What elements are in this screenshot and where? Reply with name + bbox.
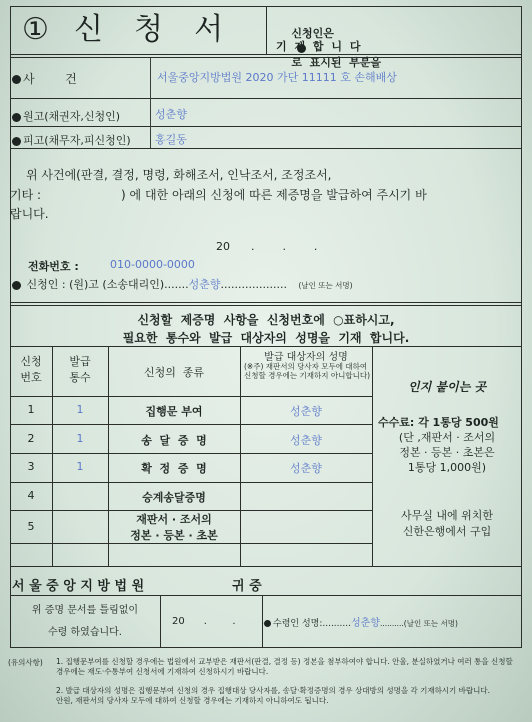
header-count: 발급 통수	[69, 355, 91, 384]
note-1: 1. 집행문부여를 신청할 경우에는 법원에서 교부받은 재판서(판결, 결정 등) 정본을 첨부하여야 합니다. 안울, 분실하였거나 여러 통을 신청할 경우에는 재도·수통부여 신청서에 기재하여 신청하시기 바랍니다.	[56, 657, 513, 676]
row-1-count[interactable]: 1	[76, 403, 84, 416]
col-line-kind	[240, 346, 241, 566]
defendant-divider	[150, 126, 151, 148]
receipt-top	[10, 595, 522, 596]
required-dot-icon	[12, 137, 21, 146]
row-2-no[interactable]: 2	[27, 432, 35, 445]
row-3-count[interactable]: 1	[76, 460, 84, 473]
section-line-2	[10, 305, 522, 306]
row-line	[10, 543, 372, 544]
row-2-target[interactable]: 성춘향	[290, 434, 322, 447]
row-5-no[interactable]: 5	[27, 520, 35, 533]
defendant-label: 피고(채무자,피신청인)	[12, 132, 131, 148]
request-date[interactable]: 20 . . .	[216, 240, 318, 253]
header-kind: 신청의 종류	[143, 366, 205, 379]
row-line	[10, 482, 372, 483]
body-line2: 기타 : ) 에 대한 아래의 신청에 따른 제증명을 발급하여 주시기 바	[10, 188, 427, 202]
row-4-kind: 승계송달증명	[142, 491, 206, 504]
plaintiff-divider	[150, 98, 151, 126]
frame-right	[521, 6, 522, 596]
defendant-value[interactable]: 홍길동	[155, 133, 187, 146]
instruction-line1: 신청할 제증명 사항을 신청번호에 ○표하시고,	[137, 313, 395, 327]
case-value[interactable]: 서울중앙지방법원 2020 가단 11111 호 손해배상	[157, 71, 397, 84]
circled-number: ①	[22, 12, 49, 47]
row-2-kind: 송 달 증 명	[141, 434, 207, 447]
row-line	[10, 424, 372, 425]
row-line	[10, 148, 522, 149]
court-name: 서 울 중 앙 지 방 법 원	[12, 579, 145, 594]
receipt-right	[521, 595, 522, 647]
receipt-bottom	[10, 647, 522, 648]
page-title: 신 청 서	[74, 12, 228, 47]
receiver-name[interactable]: 성춘향	[350, 618, 380, 629]
row-3-no[interactable]: 3	[27, 460, 35, 473]
receipt-text: 위 증명 문서를 틀림없이 수령 하였습니다.	[31, 605, 139, 638]
court-suffix: 귀 중	[232, 579, 262, 594]
instruction-line2: 필요한 통수와 발급 대상자의 성명을 기재 합니다.	[122, 331, 410, 345]
row-4-no[interactable]: 4	[27, 489, 35, 502]
row-3-kind: 확 정 증 명	[141, 462, 207, 475]
header-note-line2: 기 재 합 니 다	[276, 40, 363, 53]
header-no: 신청 번호	[20, 355, 42, 384]
frame-left	[10, 6, 11, 596]
row-line	[10, 453, 372, 454]
case-label: 사 건	[12, 70, 77, 87]
phone-value[interactable]: 010-0000-0000	[110, 258, 195, 271]
phone-label: 전화번호 :	[28, 260, 79, 273]
required-dot-icon	[12, 113, 21, 122]
receipt-date[interactable]: 20 . . .	[172, 616, 265, 627]
receipt-div1	[160, 595, 161, 647]
fee-title: 수수료: 각 1통당 500원	[378, 416, 499, 429]
row-line	[10, 510, 372, 511]
required-dot-icon	[12, 75, 21, 84]
receipt-left	[10, 595, 11, 647]
plaintiff-label: 원고(채권자,신청인)	[12, 108, 120, 124]
bank-note: 사무실 내에 위치한 신한은행에서 구입	[400, 509, 493, 538]
row-5-kind: 재판서 · 조서의 정본 · 등본 · 초본	[130, 513, 218, 542]
required-dot-icon	[12, 281, 21, 290]
applicant-sign-note: (날인 또는 서명)	[298, 281, 353, 290]
row-2-count[interactable]: 1	[76, 432, 84, 445]
header-bottom-line-2	[10, 57, 522, 58]
plaintiff-value[interactable]: 성춘향	[155, 108, 187, 121]
receiver-line: 수령인 성명:..........성춘향..........(날인 또는 서명)	[264, 614, 458, 629]
required-dot-icon	[264, 620, 271, 627]
fee-detail: (단 ,재판서 · 조서의 정본 · 등본 · 초본은 1통당 1,000원)	[398, 431, 496, 474]
header-divider	[266, 6, 267, 54]
header-target: 발급 대상자의 성명	[264, 352, 348, 363]
header-note-post: 로 표시된 부분을	[291, 56, 382, 69]
note-2: 2. 발급 대상자의 성명은 집행문부여 신청의 경우 집행대상 당사자를, 송달·확정증명의 경우 상대방의 성명을 각 기재하시기 바랍니다. 안원, 재판서의 당사자 모두에 대하여 신청할 경우에는 기재하지 아니하여도 됩니다.	[56, 686, 491, 705]
row-3-target[interactable]: 성춘향	[290, 462, 322, 475]
section-line	[10, 302, 522, 303]
header-bottom-line	[10, 54, 522, 55]
row-1-target[interactable]: 성춘향	[290, 405, 322, 418]
applicant-name[interactable]: 성춘향	[188, 278, 221, 291]
stamp-area-label: 인지 붙이는 곳	[408, 380, 486, 394]
header-target-note: (※주) 재판서의 당사자 모두에 대하여 신청할 경우에는 기재하지 아니합니다)	[244, 362, 370, 380]
row-1-no[interactable]: 1	[27, 403, 35, 416]
body-line1: 위 사건에(판결, 결정, 명령, 화해조서, 인낙조서, 조정조서,	[26, 168, 332, 182]
body-line3: 랍니다.	[10, 207, 49, 221]
table-bottom	[10, 566, 522, 567]
row-line	[10, 98, 522, 99]
row-line	[10, 126, 522, 127]
row-1-kind: 집행문 부여	[145, 405, 203, 418]
row-line	[10, 396, 372, 397]
applicant-line: 신청인 : (원)고 (소송대리인).......성춘향................... (날인 또는 서명)	[12, 276, 353, 292]
header-note-pre: 신청인은	[291, 27, 334, 40]
table-top	[10, 346, 522, 347]
case-divider	[150, 58, 151, 98]
notes-label: (유의사항)	[8, 658, 43, 667]
